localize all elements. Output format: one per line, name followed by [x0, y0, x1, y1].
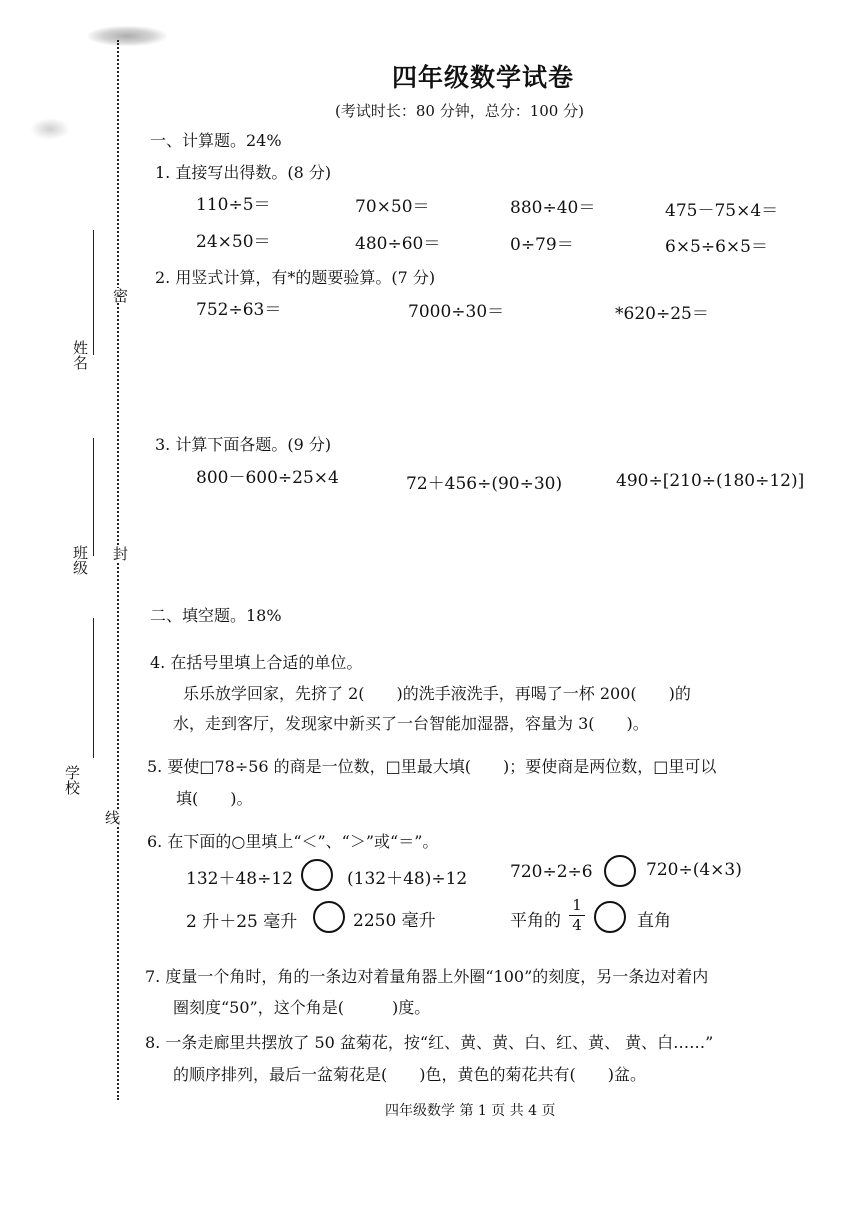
- compare-right: 直角: [637, 911, 671, 931]
- question-title: 1. 直接写出得数。(8 分): [155, 163, 332, 182]
- question-title: 3. 计算下面各题。(9 分): [155, 435, 332, 454]
- question-title: 2. 用竖式计算，有*的题要验算。(7 分): [155, 268, 436, 287]
- section-heading: 二、填空题。18%: [150, 606, 282, 625]
- binding-xian: 线: [103, 810, 121, 825]
- question-text: 8. 一条走廊里共摆放了 50 盆菊花，按“红、黄、黄、白、红、黄、 黄、白……”: [145, 1033, 714, 1052]
- section-heading: 一、计算题。24%: [150, 131, 282, 150]
- question-text: 水，走到客厅，发现家中新买了一台智能加湿器，容量为 3( )。: [173, 714, 649, 733]
- compare-circle[interactable]: [594, 901, 626, 933]
- page-subtitle: (考试时长：80 分钟，总分：100 分): [335, 102, 584, 120]
- binding-mi: 密: [111, 288, 129, 303]
- fraction-numerator: 1: [572, 896, 582, 914]
- compare-circle[interactable]: [313, 901, 345, 933]
- question-text: 填( )。: [176, 789, 253, 808]
- calc-item: 7000÷30＝: [408, 302, 505, 322]
- compare-circle[interactable]: [301, 859, 333, 891]
- compare-left: 132＋48÷12: [186, 869, 293, 889]
- calc-item: 6×5÷6×5＝: [665, 237, 768, 257]
- question-title: 6. 在下面的○里填上“＜”、“＞”或“＝”。: [147, 832, 439, 851]
- question-title: 4. 在括号里填上合适的单位。: [150, 653, 363, 672]
- calc-item: 475－75×4＝: [665, 201, 779, 221]
- name-label: 姓名: [71, 340, 89, 370]
- calc-item: 110÷5＝: [196, 195, 271, 215]
- calc-item: 70×50＝: [355, 197, 430, 217]
- school-label: 学校: [63, 765, 81, 795]
- calc-item: 24×50＝: [196, 232, 271, 252]
- binding-feng: 封: [111, 546, 129, 561]
- calc-item: 72＋456÷(90÷30): [406, 474, 563, 494]
- compare-right: 720÷(4×3): [646, 860, 742, 880]
- binding-dotted-line: [117, 40, 119, 1100]
- compare-right: 2250 毫升: [353, 911, 436, 931]
- calc-item: 0÷79＝: [510, 235, 574, 255]
- question-text: 5. 要使□78÷56 的商是一位数，□里最大填( )；要使商是两位数，□里可以: [147, 757, 717, 776]
- calc-item: 480÷60＝: [355, 234, 441, 254]
- school-blank-line: [93, 618, 94, 758]
- page-title: 四年级数学试卷: [392, 63, 575, 92]
- compare-right: (132＋48)÷12: [347, 869, 468, 889]
- class-blank-line: [93, 438, 94, 556]
- compare-circle[interactable]: [604, 855, 636, 887]
- question-text: 的顺序排列，最后一盆菊花是( )色，黄色的菊花共有( )盆。: [173, 1065, 646, 1084]
- question-text: 圈刻度“50”，这个角是( )度。: [173, 998, 431, 1017]
- calc-item: 880÷40＝: [510, 198, 596, 218]
- compare-left: 平角的: [510, 911, 561, 931]
- question-text: 7. 度量一个角时，角的一条边对着量角器上外圈“100”的刻度，另一条边对着内: [145, 967, 709, 986]
- name-blank-line: [93, 230, 94, 355]
- calc-item: 752÷63＝: [196, 300, 282, 320]
- compare-left: 2 升＋25 毫升: [186, 912, 298, 932]
- calc-item: 490÷[210÷(180÷12)]: [616, 471, 805, 491]
- fraction-denominator: 4: [572, 916, 582, 934]
- compare-left: 720÷2÷6: [510, 862, 593, 882]
- page-footer: 四年级数学 第 1 页 共 4 页: [385, 1103, 556, 1119]
- scan-smudge: [88, 26, 166, 46]
- fraction: [568, 898, 586, 933]
- calc-item: 800－600÷25×4: [196, 468, 339, 488]
- question-text: 乐乐放学回家，先挤了 2( )的洗手液洗手，再喝了一杯 200( )的: [183, 684, 691, 703]
- scan-smudge: [30, 118, 70, 140]
- calc-item: *620÷25＝: [615, 304, 709, 324]
- class-label: 班级: [71, 545, 89, 575]
